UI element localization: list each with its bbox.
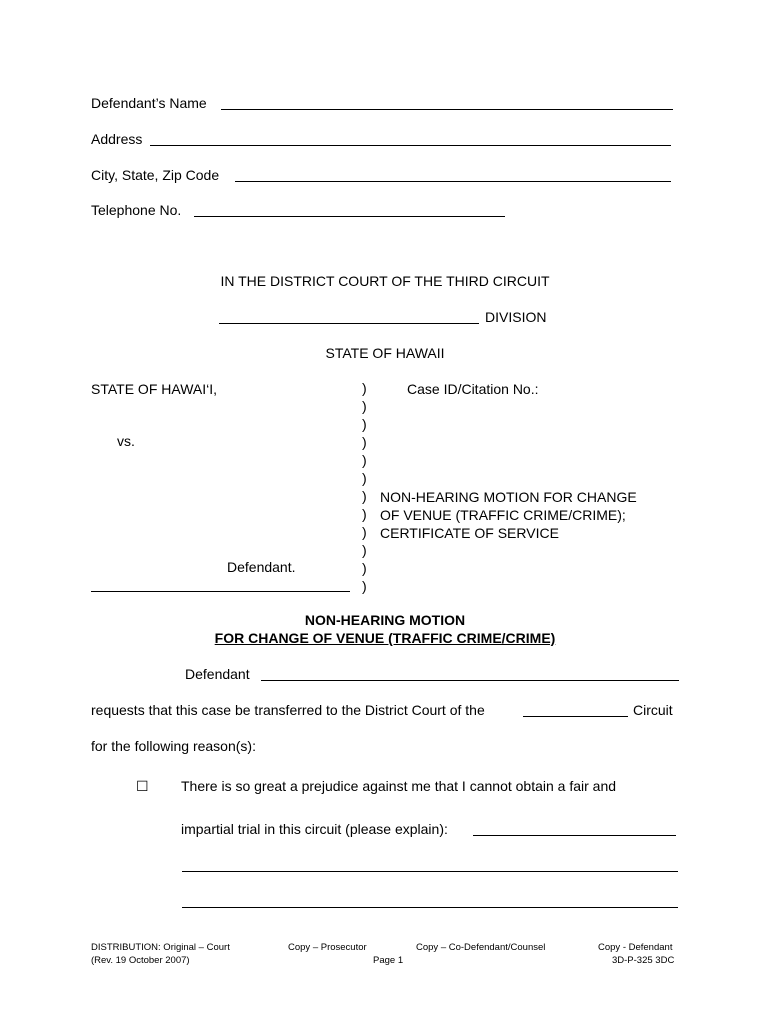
vs-label: vs. — [117, 433, 135, 449]
footer-page-number: Page 1 — [373, 955, 404, 966]
motion-heading-line2 — [0, 630, 770, 646]
reasons-label: for the following reason(s): — [91, 738, 256, 754]
paren: ) — [362, 506, 367, 522]
reason1-explain-line[interactable] — [182, 871, 678, 872]
defendant-name-label: Defendant’s Name — [91, 95, 207, 111]
division-line[interactable] — [219, 323, 479, 324]
state-heading: STATE OF HAWAII — [325, 345, 445, 361]
paren: ) — [362, 398, 367, 414]
address-line[interactable] — [150, 145, 671, 146]
footer-distribution: DISTRIBUTION: Original – Court — [91, 942, 230, 953]
motion-heading-line2-text: FOR CHANGE OF VENUE (TRAFFIC CRIME/CRIME) — [214, 630, 556, 646]
defendant-caption-label: Defendant. — [227, 559, 296, 575]
reason1-checkbox[interactable]: ☐ — [136, 778, 149, 794]
request-text: requests that this case be transferred to the District Court of the — [91, 702, 485, 718]
document-title — [380, 488, 637, 542]
paren: ) — [362, 488, 367, 504]
paren: ) — [362, 470, 367, 486]
paren: ) — [362, 542, 367, 558]
footer-revision: (Rev. 19 October 2007) — [91, 955, 190, 966]
circuit-label: Circuit — [633, 702, 673, 718]
paren: ) — [362, 578, 367, 594]
footer-form-number: 3D-P-325 3DC — [612, 955, 675, 966]
city-state-zip-line[interactable] — [235, 181, 671, 182]
motion-defendant-label: Defendant — [185, 666, 250, 682]
motion-defendant-line[interactable] — [261, 680, 679, 681]
document-title-line: OF VENUE (TRAFFIC CRIME/CRIME); — [380, 507, 626, 523]
paren: ) — [362, 416, 367, 432]
document-title-line: NON-HEARING MOTION FOR CHANGE — [380, 489, 637, 505]
paren: ) — [362, 452, 367, 468]
telephone-line[interactable] — [194, 216, 505, 217]
circuit-line[interactable] — [523, 716, 628, 717]
court-title: IN THE DISTRICT COURT OF THE THIRD CIRCUIT — [220, 273, 550, 289]
reason1-explain-line[interactable] — [182, 907, 678, 908]
footer-copy-prosecutor: Copy – Prosecutor — [288, 942, 367, 953]
motion-heading-line1: NON-HEARING MOTION — [304, 612, 466, 628]
address-label: Address — [91, 131, 143, 147]
paren: ) — [362, 380, 367, 396]
division-label: DIVISION — [485, 309, 547, 325]
paren: ) — [362, 560, 367, 576]
paren: ) — [362, 524, 367, 540]
footer-copy-codefendant: Copy – Co-Defendant/Counsel — [416, 942, 546, 953]
plaintiff-name: STATE OF HAWAI‘I, — [91, 381, 217, 397]
reason1-text-line1: There is so great a prejudice against me that I cannot obtain a fair and — [181, 778, 617, 794]
case-id-label: Case ID/Citation No.: — [407, 381, 539, 397]
reason1-text-line2: impartial trial in this circuit (please explain): — [181, 821, 448, 837]
telephone-label: Telephone No. — [91, 202, 182, 218]
paren: ) — [362, 434, 367, 450]
city-state-zip-label: City, State, Zip Code — [91, 167, 220, 183]
footer-copy-defendant: Copy - Defendant — [598, 942, 673, 953]
document-title-line: CERTIFICATE OF SERVICE — [380, 525, 559, 541]
defendant-name-line[interactable] — [221, 109, 673, 110]
defendant-caption-line[interactable] — [91, 591, 350, 592]
caption-divider — [362, 379, 367, 595]
reason1-explain-line[interactable] — [473, 835, 676, 836]
